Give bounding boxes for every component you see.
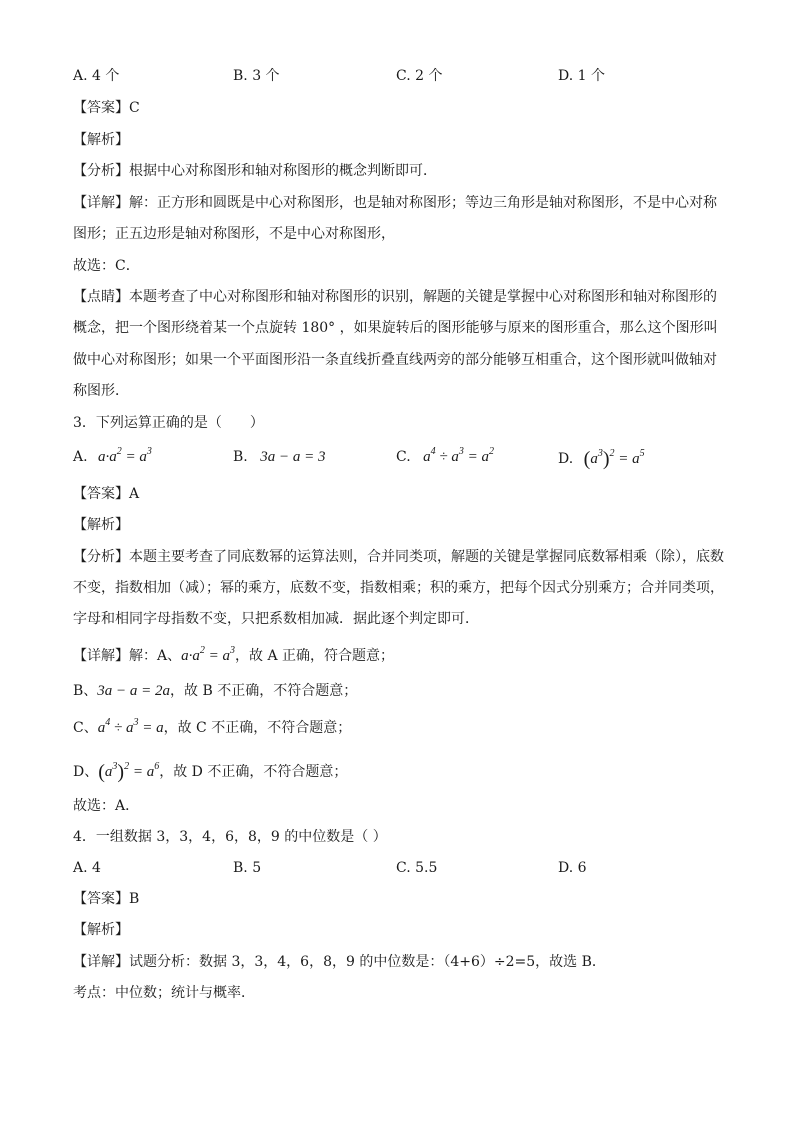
q4-kaodian: 考点：中位数；统计与概率．	[73, 985, 255, 1001]
q3-option-c: C. $a^4 \div a^3 = a^2$	[396, 446, 494, 465]
q4-option-a: A. 4	[73, 860, 101, 876]
q2-option-a: A. 4 个	[73, 68, 120, 84]
q3-detail-b: B、3a − a = 2a，故 B 不正确，不符合题意；	[73, 683, 358, 699]
q3-option-b: B. 3a − a = 3	[233, 449, 326, 465]
q3-fenxi-line-3: 字母和相同字母指数不变，只把系数相加减．据此逐个判定即可．	[73, 611, 479, 627]
q3-option-a-formula: $a\cdot a^2 = a^3$	[98, 446, 152, 465]
q3-detail-b-formula: 3a − a = 2a	[97, 683, 171, 699]
q3-option-b-formula: 3a − a = 3	[260, 449, 326, 465]
q3-detail-c-formula: $a^4 \div a^3 = a$	[97, 717, 164, 736]
q3-detail-a: 【详解】解：A、$a\cdot a^2 = a^3$，故 A 正确，符合题意；	[73, 645, 395, 664]
q3-option-d-formula: $(a^3)^2 = a^5$	[583, 448, 645, 470]
q2-dianjing-line-3: 做中心对称图形；如果一个平面图形沿一条直线折叠直线两旁的部分能够互相重合，这个图形就叫做轴对	[73, 352, 717, 368]
q3-detail-c: C、$a^4 \div a^3 = a$，故 C 不正确，不符合题意；	[73, 717, 352, 736]
q3-detail-a-formula: $a\cdot a^2 = a^3$	[181, 645, 235, 664]
q3-option-c-formula: $a^4 \div a^3 = a^2$	[423, 446, 494, 465]
q3-option-a: A. $a\cdot a^2 = a^3$	[73, 446, 152, 465]
q4-detail: 【详解】试题分析：数据 3，3，4，6，8，9 的中位数是：（4+6）÷2=5，故选 B．	[73, 954, 606, 970]
q3-analysis-heading: 【解析】	[73, 517, 129, 533]
q2-option-d: D. 1 个	[558, 68, 605, 84]
q3-choose: 故选：A．	[73, 798, 140, 814]
q4-question: 4．一组数据 3，3，4，6，8，9 的中位数是（ ）	[73, 829, 387, 845]
q2-dianjing-line-2: 概念，把一个图形绕着某一个点旋转 180° ，如果旋转后的图形能够与原来的图形重合，那么这个图形叫	[73, 320, 718, 336]
q3-fenxi-line-1: 【分析】本题主要考查了同底数幂的运算法则，合并同类项，解题的关键是掌握同底数幂相乘（除），底数	[73, 549, 724, 565]
q2-dianjing-line-1: 【点睛】本题考查了中心对称图形和轴对称图形的识别，解题的关键是掌握中心对称图形和轴对称图形的	[73, 289, 717, 305]
q2-dianjing-line-4: 称图形．	[73, 383, 129, 399]
q2-answer: 【答案】C	[73, 100, 140, 116]
q4-option-c: C. 5.5	[396, 860, 438, 876]
q2-detail-line-1: 【详解】解：正方形和圆既是中心对称图形，也是轴对称图形；等边三角形是轴对称图形，不是中心对称	[73, 195, 717, 211]
q4-analysis-heading: 【解析】	[73, 922, 129, 938]
q3-fenxi-line-2: 不变，指数相加（减）；幂的乘方，底数不变，指数相乘；积的乘方，把每个因式分别乘方；合并同类项，	[73, 580, 724, 596]
q3-answer: 【答案】A	[73, 486, 140, 502]
q3-detail-d: D、$(a^3)^2 = a^6$，故 D 不正确，不符合题意；	[73, 761, 348, 783]
q4-option-b: B. 5	[233, 860, 262, 876]
q4-option-d: D. 6	[558, 860, 587, 876]
q3-option-d: D. $(a^3)^2 = a^5$	[558, 448, 645, 470]
q2-fenxi: 【分析】根据中心对称图形和轴对称图形的概念判断即可．	[73, 163, 437, 179]
q2-option-b: B. 3 个	[233, 68, 280, 84]
q3-question: 3．下列运算正确的是（ ）	[73, 415, 264, 431]
q2-choose: 故选：C．	[73, 258, 140, 274]
q3-detail-d-formula: $(a^3)^2 = a^6$	[98, 761, 160, 783]
q2-analysis-heading: 【解析】	[73, 132, 129, 148]
q2-detail-line-2: 图形；正五边形是轴对称图形，不是中心对称图形，	[73, 226, 395, 242]
q4-answer: 【答案】B	[73, 891, 140, 907]
q2-option-c: C. 2 个	[396, 68, 443, 84]
